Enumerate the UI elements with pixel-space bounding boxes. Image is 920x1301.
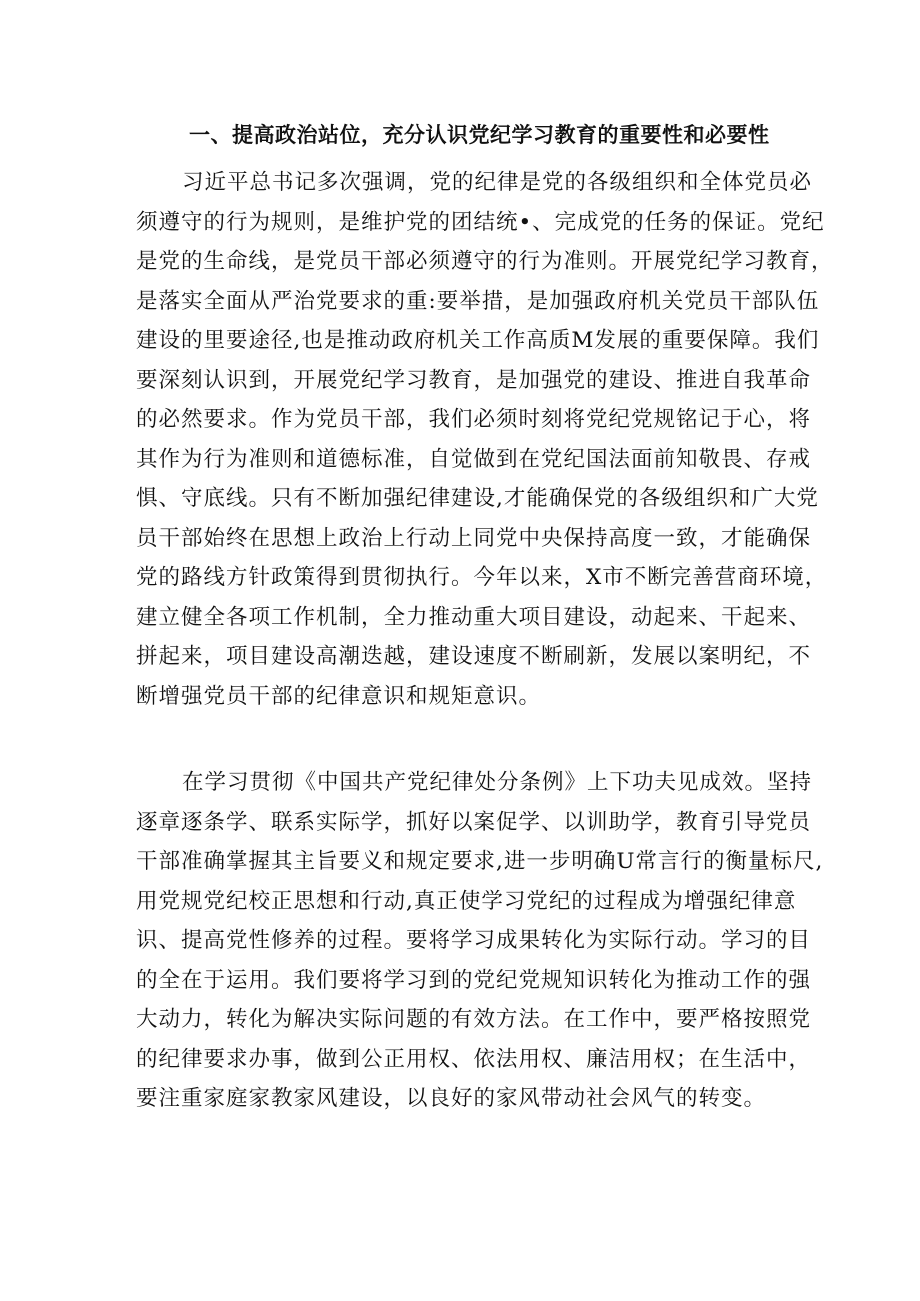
paragraph-line: 在学习贯彻《中国共产党纪律处分条例》上下功夫见成效。坚持 <box>182 770 813 795</box>
paragraph-line: 是党的生命线，是党员干部必须遵守的行为准则。开展党纪学习教育， <box>136 249 834 274</box>
paragraph-line: 党的路线方针政策得到贯彻执行。今年以来，X市不断完善营商环境， <box>136 565 828 590</box>
section-heading: 一、提高政治站位，充分认识党纪学习教育的重要性和必要性 <box>189 123 770 147</box>
paragraph-line: 大动力，转化为解决实际问题的有效方法。在工作中，要严格按照党 <box>136 1007 812 1032</box>
paragraph-line: 逐章逐条学、联系实际学，抓好以案促学、以训助学，教育引导党员 <box>136 809 812 835</box>
paragraph-line: 员干部始终在思想上政治上行动上同党中央保持高度一致，才能确保 <box>136 525 812 551</box>
paragraph-line: 的全在于运用。我们要将学习到的党纪党规知识转化为推动工作的强 <box>136 967 812 993</box>
paragraph-line: 习近平总书记多次强调，党的纪律是党的各级组织和全体党员必 <box>182 170 813 195</box>
paragraph-line: 断增强党员干部的纪律意识和规矩意识。 <box>136 683 542 709</box>
paragraph-line: 干部准确掌握其主旨要义和规定要求,进一步明确U常言行的衡量标尺, <box>136 849 824 874</box>
paragraph-line: 要注重家庭家教家风建设，以良好的家风带动社会风气的转变。 <box>136 1086 767 1111</box>
paragraph-line: 须遵守的行为规则，是维护党的团结统•、完成党的任务的保证。党纪 <box>136 209 825 235</box>
paragraph-line: 建设的里要途径,也是推动政府机关工作高质M发展的重要保障。我们 <box>136 328 820 353</box>
paragraph-line: 要深刻认识到，开展党纪学习教育，是加强党的建设、推进自我革命 <box>136 367 812 393</box>
paragraph-line: 建立健全各项工作机制，全力推动重大项目建设，动起来、干起来、 <box>136 604 812 630</box>
paragraph-line: 识、提高党性修养的过程。要将学习成果转化为实际行动。学习的目 <box>136 928 812 953</box>
paragraph-1 <box>136 163 834 716</box>
paragraph-2 <box>136 763 824 1119</box>
paragraph-line: 的必然要求。作为党员干部，我们必须时刻将党纪党规铭记于心，将 <box>136 407 812 432</box>
paragraph-line: 拼起来，项目建设高潮迭越，建设速度不断刷新，发展以案明纪，不 <box>136 644 812 669</box>
paragraph-line: 是落实全面从严治党要求的重:要举措，是加强政府机关党员干部队伍 <box>136 288 820 314</box>
paragraph-line: 的纪律要求办事，做到公正用权、依法用权、廉洁用权；在生活中， <box>136 1046 812 1072</box>
paragraph-line: 惧、守底线。只有不断加强纪律建设,才能确保党的各级组织和广大党 <box>136 486 819 511</box>
paragraph-line: 用党规党纪校正思想和行动,真正使学习党纪的过程成为增强纪律意 <box>136 888 797 914</box>
paragraph-line: 其作为行为准则和道德标准，自觉做到在党纪国法面前知敬畏、存戒 <box>136 446 812 472</box>
